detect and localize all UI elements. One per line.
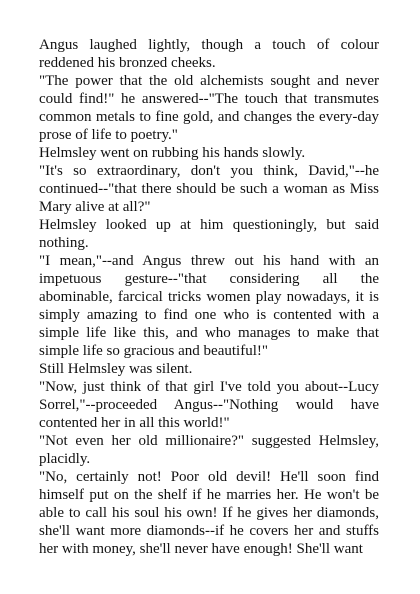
paragraph: "It's so extraordinary, don't you think, David,"--he continued--"that there should be such a woman as Miss Mary alive at all?" bbox=[39, 163, 379, 215]
paragraph: "No, certainly not! Poor old devil! He'll soon find himself put on the shelf if he marries her. He won't be able to call his soul his own! If he gives her diamonds, she'll want more diamonds--if he covers her and stuffs her with money, she'll never have enough! She'll want bbox=[39, 469, 379, 557]
paragraph: "Now, just think of that girl I've told you about--Lucy Sorrel,"--proceeded Angus--"Nothing would have contented her in all this world!" bbox=[39, 379, 379, 431]
paragraph: "Not even her old millionaire?" suggested Helmsley, placidly. bbox=[39, 433, 379, 467]
paragraph: "The power that the old alchemists sought and never could find!" he answered--"The touch that transmutes common metals to fine gold, and changes the every-day prose of life to poetry." bbox=[39, 73, 379, 143]
paragraph: Helmsley went on rubbing his hands slowly. bbox=[39, 145, 306, 161]
paragraph: Still Helmsley was silent. bbox=[39, 361, 193, 377]
document-page bbox=[39, 36, 379, 558]
paragraph: Angus laughed lightly, though a touch of colour reddened his bronzed cheeks. bbox=[39, 37, 379, 71]
paragraph: Helmsley looked up at him questioningly, but said nothing. bbox=[39, 217, 379, 251]
paragraph: "I mean,"--and Angus threw out his hand with an impetuous gesture--"that considering all the abominable, farcical tricks women play nowadays, it is simply amazing to find one who is contented with a simple life like this, and who manages to make that simple life so gracious and beautiful!" bbox=[39, 253, 379, 359]
